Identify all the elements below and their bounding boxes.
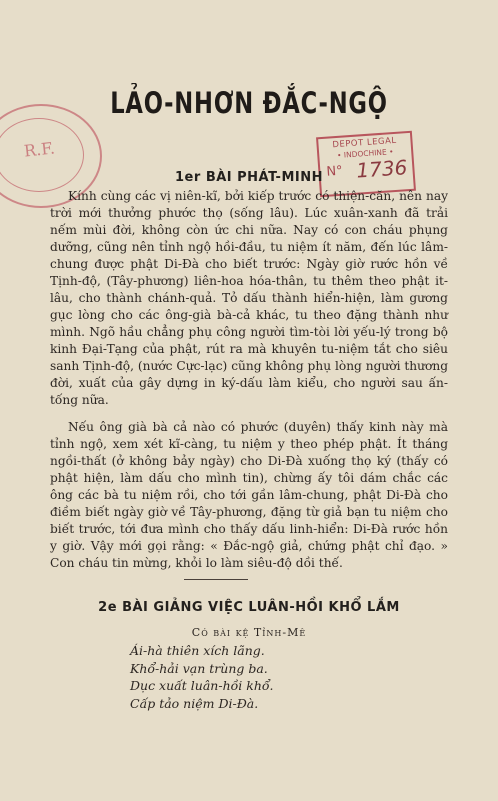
section-2-heading [0, 600, 498, 615]
section-divider [184, 579, 248, 580]
section-1-body [50, 188, 448, 572]
page-title: LẢO-NHƠN ĐẮC-NGỘ [110, 86, 388, 120]
stamp-number: 1736 [355, 155, 409, 183]
section-2-subheading: Có bài kệ Tỉnh-Mê [191, 626, 307, 639]
stamp-line-1: DEPOT LEGAL [332, 135, 397, 151]
poem-line: Cấp tảo niệm Di-Đà. [130, 695, 259, 711]
poem-block [130, 642, 274, 712]
poem-line: Dục xuất luân-hồi khổ. [130, 678, 274, 693]
section-1-title: BÀI PHÁT-MINH [205, 170, 323, 185]
section-2-number: 2e [98, 600, 118, 615]
paragraph-1: Kính cùng các vị niên-kĩ, bởi kiếp trước có thiện-căn, nên nay trời mới thưởng phước thọ (sống lâu). Lúc xuân-xanh đã trải nếm mùi đời, không còn ức chi nữa. Nay có con cháu phụng dưỡng, cũng nên tỉnh ngộ hồi-đầu, tu niệm ít năm, đến lúc lâm-chung được phật Di-Đà cho biết trước: Ngày giờ rước hồn về Tịnh-độ, (Tây-phương) liên-hoa hóa-thân, tu thêm theo phật it-lâu, cho thành chánh-quả. Tỏ dấu thành hiển-hiện, làm gương gục lòng cho các ông-già bà-cả khác, tu theo đặng thành như mình. Ngõ hầu chẳng phụ công người tìm-tòi lời yếu-lý trong bộ kinh Đại-Tạng của phật, rút ra mà khuyên tu-niệm tắt cho siêu sanh Tịnh-độ, (nước Cực-lạc) cũng không phụ lòng người thương đời, xuất của gây dựng in ký-dấu làm kiểu, cho người sau ấn-tống nữa. [50, 189, 448, 407]
paragraph-2: Nếu ông già bà cả nào có phước (duyên) thấy kinh này mà tỉnh ngộ, xem xét kĩ-càng, tu niệm y theo phép phật. Ít tháng ngồi-thất (ở không bảy ngày) cho Di-Đà xuống thọ ký (thấy có phật hiện, làm dấu cho mình tin), chừng ấy tôi dám chắc các ông các bà tu niệm rồi, cho tới gần lâm-chung, phật Di-Đà cho điềm biết ngày giờ về Tây-phương, đặng từ giả bạn tu niệm cho biết trước, tới đưa mình cho thấy dấu linh-hiển: Di-Đà rước hồn y giờ. Vậy mới gọi rằng: « Đắc-ngộ giả, chứng phật chỉ đạo. » Con cháu tin mừng, khỏi lo làm siêu-độ dồi thế. [50, 420, 448, 570]
section-1-number: 1er [175, 170, 201, 185]
section-2-title: BÀI GIẢNG VIỆC LUÂN-HỒI KHỔ LẮM [122, 600, 400, 615]
stamp-number-label: N° [325, 163, 344, 180]
library-stamp-text: R.F. [23, 138, 56, 161]
poem-line: Ái-hà thiên xích lãng. [130, 643, 265, 658]
stamp-line-2: • INDOCHINE • [336, 147, 394, 160]
poem-line: Khổ-hải vạn trùng ba. [130, 660, 268, 676]
section-1-heading [0, 170, 498, 185]
